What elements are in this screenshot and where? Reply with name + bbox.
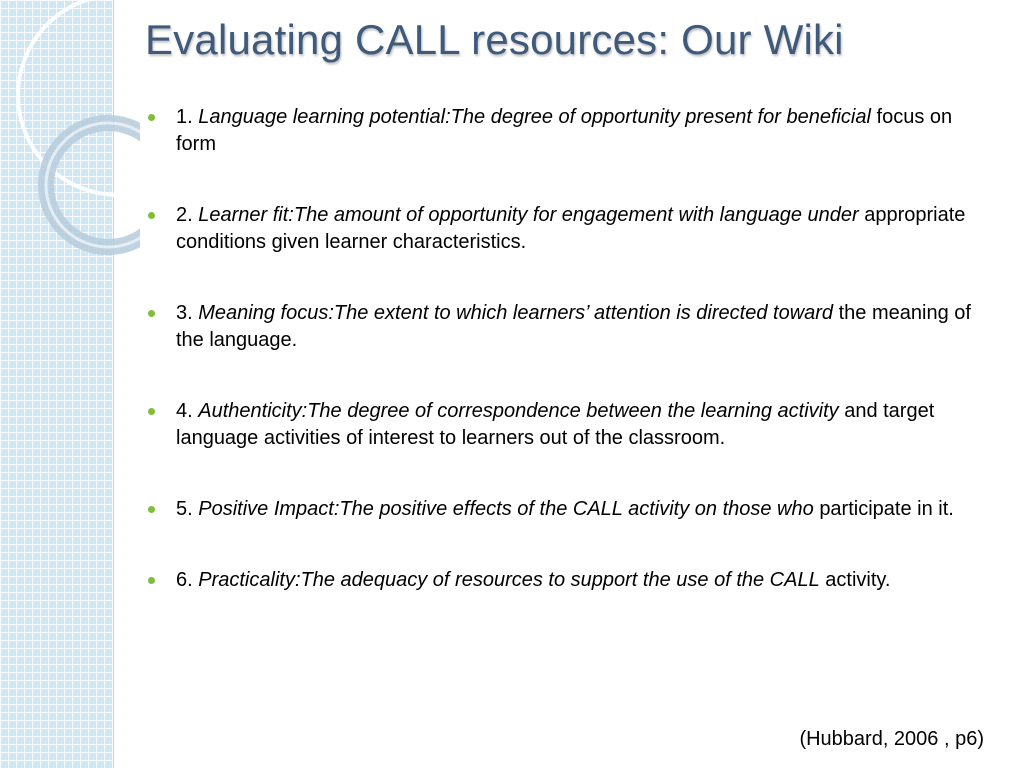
decorative-rings — [0, 0, 140, 260]
bullet-dot-icon — [148, 577, 155, 584]
item-text: focus on form — [176, 106, 953, 155]
criteria-list — [146, 104, 986, 594]
list-item — [146, 398, 986, 452]
item-number: 1. — [176, 106, 193, 128]
item-italic-text: Meaning focus:The extent to which learners’ attention is directed toward — [198, 302, 834, 324]
item-number: 6. — [176, 569, 193, 591]
item-text: participate in it. — [819, 498, 954, 520]
item-number: 3. — [176, 302, 193, 324]
item-text: and target language activities of interest to learners out of the classroom. — [176, 400, 935, 449]
bullet-dot-icon — [148, 408, 155, 415]
citation: (Hubbard, 2006 , p6) — [799, 728, 984, 750]
item-text: the meaning of the language. — [176, 302, 971, 351]
item-number: 5. — [176, 498, 193, 520]
item-italic-text: Practicality:The adequacy of resources to support the use of the CALL — [198, 569, 820, 591]
item-number: 2. — [176, 204, 193, 226]
list-item — [146, 202, 986, 256]
item-text: appropriate conditions given learner characteristics. — [176, 204, 966, 253]
list-item — [146, 104, 986, 158]
bullet-dot-icon — [148, 212, 155, 219]
bullet-dot-icon — [148, 310, 155, 317]
item-italic-text: Learner fit:The amount of opportunity for engagement with language under — [198, 204, 859, 226]
slide-title: Evaluating CALL resources: Our Wiki — [145, 16, 844, 63]
item-italic-text: Authenticity:The degree of correspondence between the learning activity — [198, 400, 839, 422]
item-italic-text: Positive Impact:The positive effects of the CALL activity on those who — [198, 498, 814, 520]
list-item — [146, 300, 986, 354]
item-number: 4. — [176, 400, 193, 422]
item-italic-text: Language learning potential:The degree of opportunity present for beneficial — [198, 106, 871, 128]
bullet-dot-icon — [148, 114, 155, 121]
item-text: activity. — [825, 569, 891, 591]
list-item — [146, 567, 986, 594]
bullet-dot-icon — [148, 506, 155, 513]
list-item — [146, 496, 986, 523]
